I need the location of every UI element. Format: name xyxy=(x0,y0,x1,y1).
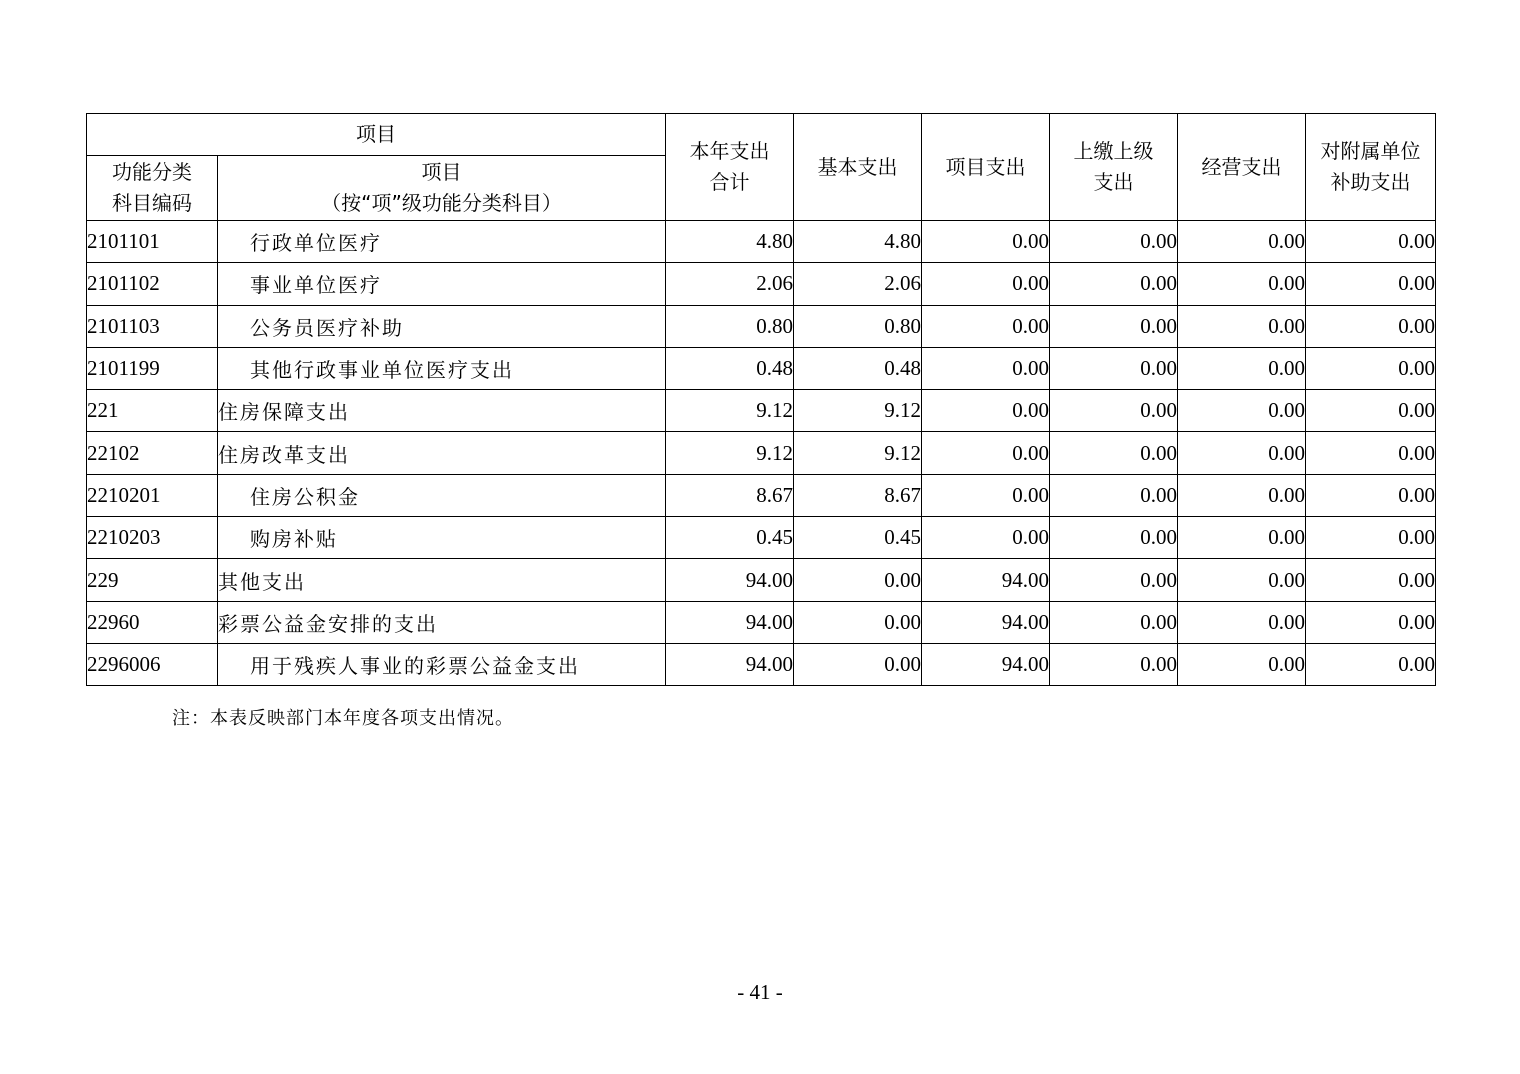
row-upper: 0.00 xyxy=(1050,221,1178,263)
header-basic: 基本支出 xyxy=(794,114,922,221)
row-business: 0.00 xyxy=(1178,221,1306,263)
row-project: 0.00 xyxy=(922,347,1050,389)
row-total: 94.00 xyxy=(666,643,794,685)
header-total: 本年支出 合计 xyxy=(666,114,794,221)
header-code: 功能分类 科目编码 xyxy=(87,156,218,221)
row-total: 94.00 xyxy=(666,601,794,643)
row-name: 用于残疾人事业的彩票公益金支出 xyxy=(218,643,666,685)
header-upper: 上缴上级 支出 xyxy=(1050,114,1178,221)
row-subsidy: 0.00 xyxy=(1306,221,1436,263)
row-name: 彩票公益金安排的支出 xyxy=(218,601,666,643)
row-basic: 0.45 xyxy=(794,517,922,559)
row-subsidy: 0.00 xyxy=(1306,601,1436,643)
row-upper: 0.00 xyxy=(1050,601,1178,643)
row-business: 0.00 xyxy=(1178,390,1306,432)
row-basic: 8.67 xyxy=(794,474,922,516)
page-number: - 41 - xyxy=(737,980,783,1004)
row-total: 2.06 xyxy=(666,263,794,305)
row-basic: 9.12 xyxy=(794,390,922,432)
row-code: 221 xyxy=(87,390,218,432)
table-row xyxy=(87,390,1436,432)
row-upper: 0.00 xyxy=(1050,390,1178,432)
row-code: 2210201 xyxy=(87,474,218,516)
row-name: 其他支出 xyxy=(218,559,666,601)
table-row xyxy=(87,347,1436,389)
row-upper: 0.00 xyxy=(1050,305,1178,347)
row-basic: 9.12 xyxy=(794,432,922,474)
row-subsidy: 0.00 xyxy=(1306,643,1436,685)
row-project: 94.00 xyxy=(922,559,1050,601)
row-subsidy: 0.00 xyxy=(1306,432,1436,474)
row-business: 0.00 xyxy=(1178,643,1306,685)
row-business: 0.00 xyxy=(1178,263,1306,305)
row-total: 0.45 xyxy=(666,517,794,559)
table-note: 注：本表反映部门本年度各项支出情况。 xyxy=(172,708,514,729)
table-row xyxy=(87,559,1436,601)
table-body xyxy=(87,221,1436,686)
row-basic: 0.00 xyxy=(794,643,922,685)
row-upper: 0.00 xyxy=(1050,643,1178,685)
row-business: 0.00 xyxy=(1178,517,1306,559)
row-name: 购房补贴 xyxy=(218,517,666,559)
expenditure-table xyxy=(86,113,1436,686)
table-row xyxy=(87,305,1436,347)
row-business: 0.00 xyxy=(1178,474,1306,516)
row-total: 0.48 xyxy=(666,347,794,389)
row-name: 住房公积金 xyxy=(218,474,666,516)
row-name: 公务员医疗补助 xyxy=(218,305,666,347)
header-business: 经营支出 xyxy=(1178,114,1306,221)
row-subsidy: 0.00 xyxy=(1306,517,1436,559)
row-subsidy: 0.00 xyxy=(1306,305,1436,347)
header-subsidy: 对附属单位 补助支出 xyxy=(1306,114,1436,221)
row-subsidy: 0.00 xyxy=(1306,347,1436,389)
row-upper: 0.00 xyxy=(1050,347,1178,389)
row-business: 0.00 xyxy=(1178,432,1306,474)
row-total: 9.12 xyxy=(666,390,794,432)
row-name: 住房保障支出 xyxy=(218,390,666,432)
table-row xyxy=(87,221,1436,263)
row-upper: 0.00 xyxy=(1050,263,1178,305)
row-project: 0.00 xyxy=(922,305,1050,347)
row-basic: 4.80 xyxy=(794,221,922,263)
table-row xyxy=(87,601,1436,643)
row-code: 2296006 xyxy=(87,643,218,685)
row-subsidy: 0.00 xyxy=(1306,390,1436,432)
table-row xyxy=(87,517,1436,559)
row-total: 4.80 xyxy=(666,221,794,263)
row-project: 0.00 xyxy=(922,474,1050,516)
row-code: 2101102 xyxy=(87,263,218,305)
row-project: 0.00 xyxy=(922,390,1050,432)
row-upper: 0.00 xyxy=(1050,559,1178,601)
row-code: 2101199 xyxy=(87,347,218,389)
row-project: 0.00 xyxy=(922,517,1050,559)
row-code: 229 xyxy=(87,559,218,601)
table-row xyxy=(87,263,1436,305)
row-business: 0.00 xyxy=(1178,601,1306,643)
table-row xyxy=(87,643,1436,685)
row-project: 0.00 xyxy=(922,432,1050,474)
row-upper: 0.00 xyxy=(1050,517,1178,559)
row-upper: 0.00 xyxy=(1050,474,1178,516)
row-subsidy: 0.00 xyxy=(1306,559,1436,601)
row-code: 2101103 xyxy=(87,305,218,347)
row-total: 0.80 xyxy=(666,305,794,347)
row-project: 0.00 xyxy=(922,221,1050,263)
header-project: 项目支出 xyxy=(922,114,1050,221)
row-subsidy: 0.00 xyxy=(1306,263,1436,305)
row-business: 0.00 xyxy=(1178,347,1306,389)
row-total: 8.67 xyxy=(666,474,794,516)
row-name: 事业单位医疗 xyxy=(218,263,666,305)
row-code: 22102 xyxy=(87,432,218,474)
row-upper: 0.00 xyxy=(1050,432,1178,474)
table-header xyxy=(87,114,1436,221)
row-basic: 0.48 xyxy=(794,347,922,389)
table-row xyxy=(87,432,1436,474)
row-basic: 0.00 xyxy=(794,559,922,601)
row-project: 94.00 xyxy=(922,601,1050,643)
row-basic: 2.06 xyxy=(794,263,922,305)
row-total: 9.12 xyxy=(666,432,794,474)
row-basic: 0.00 xyxy=(794,601,922,643)
row-project: 94.00 xyxy=(922,643,1050,685)
header-name: 项目 （按“项”级功能分类科目） xyxy=(218,156,666,221)
row-code: 22960 xyxy=(87,601,218,643)
row-project: 0.00 xyxy=(922,263,1050,305)
row-name: 其他行政事业单位医疗支出 xyxy=(218,347,666,389)
table-row xyxy=(87,474,1436,516)
row-name: 行政单位医疗 xyxy=(218,221,666,263)
header-item-group: 项目 xyxy=(87,114,666,156)
row-total: 94.00 xyxy=(666,559,794,601)
row-basic: 0.80 xyxy=(794,305,922,347)
row-name: 住房改革支出 xyxy=(218,432,666,474)
row-code: 2210203 xyxy=(87,517,218,559)
row-code: 2101101 xyxy=(87,221,218,263)
row-subsidy: 0.00 xyxy=(1306,474,1436,516)
row-business: 0.00 xyxy=(1178,305,1306,347)
row-business: 0.00 xyxy=(1178,559,1306,601)
